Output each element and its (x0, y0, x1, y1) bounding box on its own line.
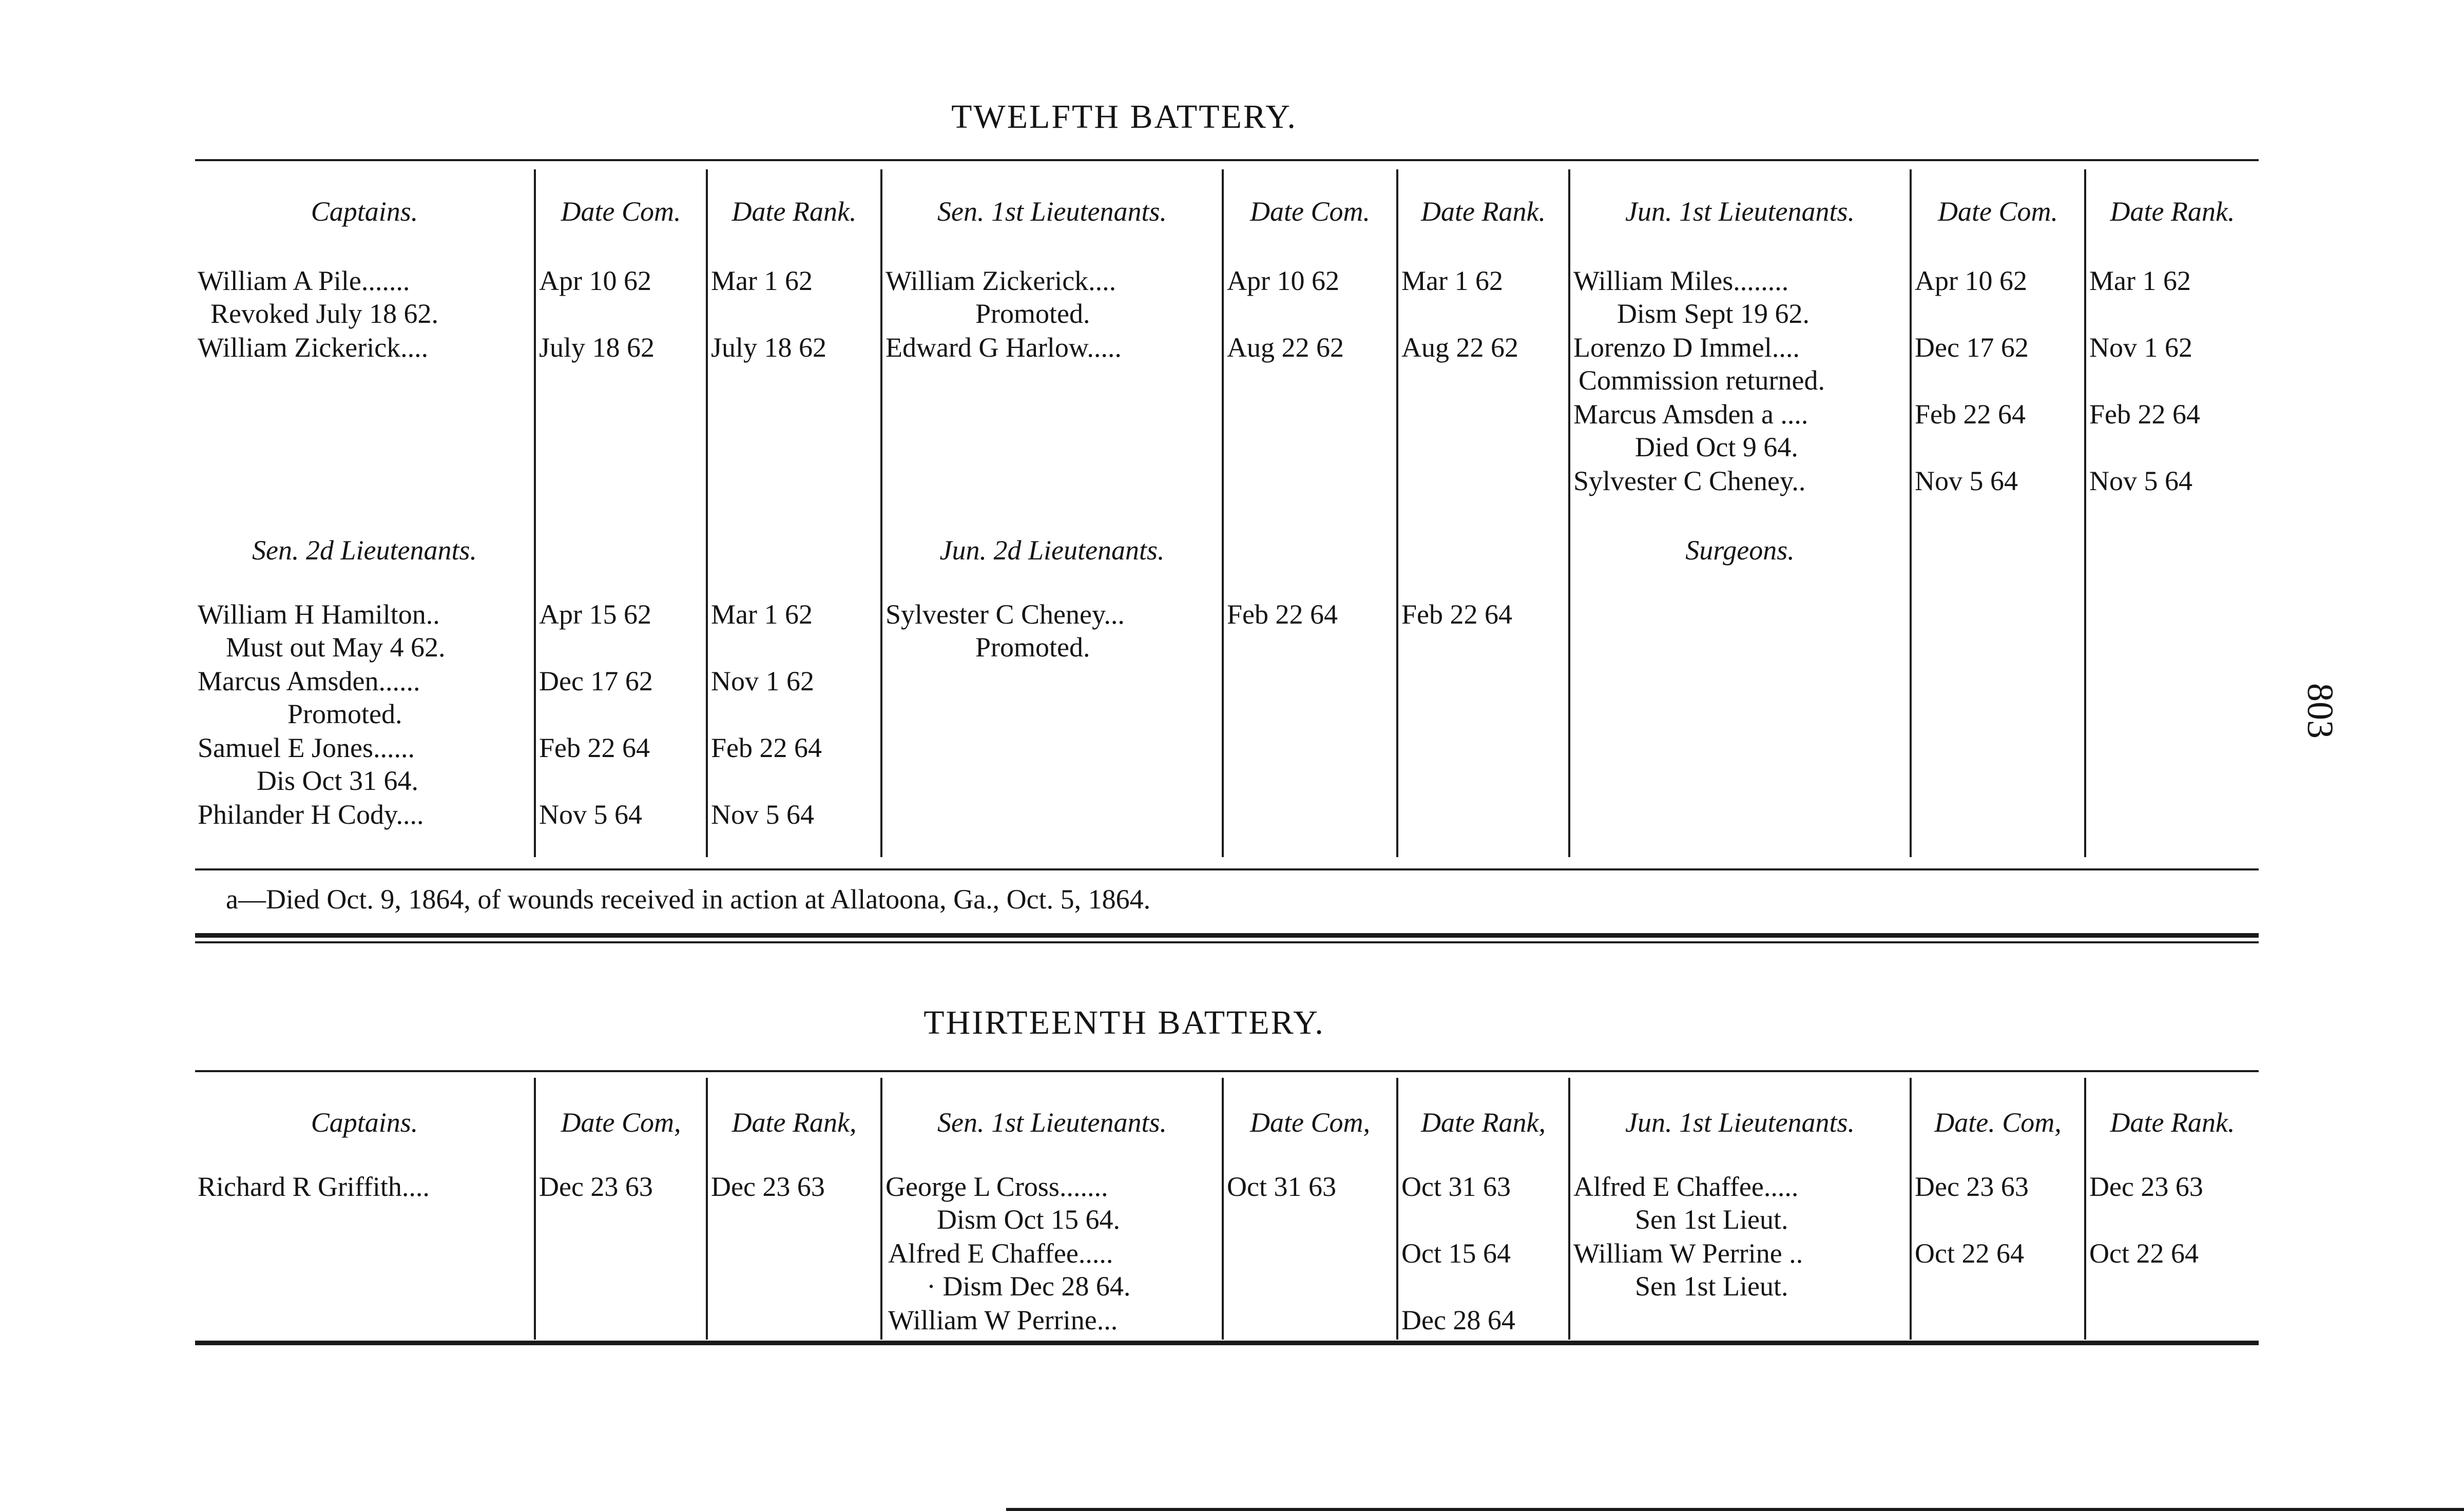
col-divider (880, 169, 882, 857)
col-divider (1396, 169, 1398, 857)
date-com: Dec 23 63 (1915, 1171, 2029, 1202)
header-date-com: Date Com, (1250, 1107, 1370, 1138)
sen-1st-lieutenant-note: · Dism Dec 28 64. (927, 1271, 1131, 1302)
header-date-com: Date Com. (561, 196, 681, 227)
col-divider (706, 169, 708, 857)
sen-1st-lieutenant-name: Alfred E Chaffee..... (888, 1238, 1113, 1269)
sen-2d-lieutenant-note: Dis Oct 31 64. (257, 765, 418, 796)
date-rank: July 18 62 (711, 332, 827, 363)
header-jun-1st-lieutenants: Jun. 1st Lieutenants. (1625, 196, 1855, 227)
date-com: Dec 17 62 (539, 666, 653, 696)
header-jun-1st-lieutenants: Jun. 1st Lieutenants. (1625, 1107, 1855, 1138)
sen-2d-lieutenant-name: William H Hamilton.. (198, 599, 440, 630)
twelfth-footnote-rule (195, 868, 2259, 870)
header-date-rank: Date Rank. (2110, 196, 2235, 227)
date-com: Oct 22 64 (1915, 1238, 2024, 1269)
captain-note: Revoked July 18 62. (210, 298, 438, 329)
jun-1st-lieutenant-note: Died Oct 9 64. (1635, 432, 1798, 462)
captain-name: William A Pile....... (198, 265, 410, 296)
header-date-com: Date Com. (1938, 196, 2058, 227)
jun-1st-lieutenant-note: Commission returned. (1578, 365, 1825, 396)
thirteenth-bottom-rule (195, 1341, 2259, 1345)
date-rank: Feb 22 64 (2089, 399, 2200, 430)
col-divider (534, 169, 536, 857)
header-jun-2d-lieutenants: Jun. 2d Lieutenants. (939, 535, 1165, 566)
header-captains: Captains. (311, 1107, 418, 1138)
sen-2d-lieutenant-note: Promoted. (287, 699, 402, 729)
date-com: July 18 62 (539, 332, 655, 363)
header-captains: Captains. (311, 196, 418, 227)
twelfth-top-rule (195, 159, 2259, 161)
date-rank: Nov 1 62 (711, 666, 814, 696)
date-com: Dec 17 62 (1915, 332, 2029, 363)
date-rank: Dec 23 63 (2089, 1171, 2203, 1202)
twelfth-battery-title: TWELFTH BATTERY. (951, 98, 1297, 135)
header-date-rank: Date Rank. (1421, 196, 1546, 227)
page-bottom-edge (1006, 1508, 2464, 1511)
jun-1st-lieutenant-name: William Miles........ (1573, 265, 1789, 296)
sen-2d-lieutenant-note: Must out May 4 62. (226, 632, 446, 663)
thirteenth-battery-title: THIRTEENTH BATTERY. (923, 1004, 1325, 1041)
header-date-rank: Date Rank. (2110, 1107, 2235, 1138)
date-com: Apr 10 62 (1915, 265, 2027, 296)
jun-1st-lieutenant-name: Sylvester C Cheney.. (1573, 466, 1806, 496)
jun-1st-lieutenant-name: Lorenzo D Immel.... (1573, 332, 1800, 363)
sen-1st-lieutenant-name: William W Perrine... (888, 1305, 1118, 1335)
jun-1st-lieutenant-note: Sen 1st Lieut. (1635, 1204, 1788, 1235)
date-rank: Aug 22 62 (1401, 332, 1518, 363)
date-com: Nov 5 64 (1915, 466, 2018, 496)
date-rank: Nov 5 64 (2089, 466, 2192, 496)
jun-1st-lieutenant-name: Marcus Amsden a .... (1573, 399, 1808, 430)
date-rank: Mar 1 62 (1401, 265, 1503, 296)
sen-1st-lieutenant-note: Dism Oct 15 64. (937, 1204, 1120, 1235)
date-rank: Dec 28 64 (1401, 1305, 1515, 1335)
sen-2d-lieutenant-name: Marcus Amsden...... (198, 666, 420, 696)
header-date-com: Date Com. (1250, 196, 1370, 227)
header-sen-1st-lieutenants: Sen. 1st Lieutenants. (937, 196, 1167, 227)
date-com: Aug 22 62 (1227, 332, 1344, 363)
date-rank: Mar 1 62 (2089, 265, 2191, 296)
header-date-rank: Date Rank, (732, 1107, 857, 1138)
jun-2d-lieutenant-note: Promoted. (975, 632, 1090, 663)
jun-1st-lieutenant-name: William W Perrine .. (1573, 1238, 1803, 1269)
twelfth-bottom-rule (195, 933, 2259, 938)
date-rank: Oct 15 64 (1401, 1238, 1511, 1269)
header-date-com: Date. Com, (1934, 1107, 2062, 1138)
date-rank: Nov 5 64 (711, 799, 814, 830)
date-com: Feb 22 64 (1915, 399, 2026, 430)
jun-1st-lieutenant-name: Alfred E Chaffee..... (1573, 1171, 1799, 1202)
sen-2d-lieutenant-name: Samuel E Jones...... (198, 732, 415, 763)
header-date-rank: Date Rank. (732, 196, 857, 227)
jun-2d-lieutenant-name: Sylvester C Cheney... (886, 599, 1125, 630)
date-com: Feb 22 64 (1227, 599, 1338, 630)
date-rank: Dec 23 63 (711, 1171, 825, 1202)
header-date-rank: Date Rank, (1421, 1107, 1546, 1138)
header-sen-1st-lieutenants: Sen. 1st Lieutenants. (937, 1107, 1167, 1138)
sen-1st-lieutenant-name: William Zickerick.... (886, 265, 1116, 296)
captain-name: William Zickerick.... (198, 332, 429, 363)
sen-1st-lieutenant-note: Promoted. (975, 298, 1090, 329)
date-com: Feb 22 64 (539, 732, 650, 763)
captain-name: Richard R Griffith.... (198, 1171, 430, 1202)
col-divider (1222, 169, 1224, 857)
thirteenth-top-rule (195, 1070, 2259, 1072)
date-rank: Oct 22 64 (2089, 1238, 2199, 1269)
date-rank: Feb 22 64 (1401, 599, 1512, 630)
date-rank: Mar 1 62 (711, 599, 813, 630)
date-com: Oct 31 63 (1227, 1171, 1336, 1202)
date-com: Apr 10 62 (539, 265, 651, 296)
date-rank: Nov 1 62 (2089, 332, 2192, 363)
header-surgeons: Surgeons. (1685, 535, 1795, 566)
date-rank: Oct 31 63 (1401, 1171, 1511, 1202)
date-com: Apr 10 62 (1227, 265, 1339, 296)
date-rank: Feb 22 64 (711, 732, 822, 763)
col-divider (2084, 169, 2086, 857)
header-sen-2d-lieutenants: Sen. 2d Lieutenants. (252, 535, 477, 566)
date-com: Nov 5 64 (539, 799, 642, 830)
col-divider (1910, 169, 1912, 857)
jun-1st-lieutenant-note: Dism Sept 19 62. (1617, 298, 1810, 329)
header-date-com: Date Com, (561, 1107, 681, 1138)
twelfth-bottom-rule-thin (195, 941, 2259, 943)
date-com: Apr 15 62 (539, 599, 651, 630)
date-rank: Mar 1 62 (711, 265, 813, 296)
sen-2d-lieutenant-name: Philander H Cody.... (198, 799, 424, 830)
sen-1st-lieutenant-name: Edward G Harlow..... (886, 332, 1122, 363)
col-divider (1568, 169, 1570, 857)
twelfth-footnote: a—Died Oct. 9, 1864, of wounds received in action at Allatoona, Ga., Oct. 5, 1864. (226, 884, 1151, 915)
jun-1st-lieutenant-note: Sen 1st Lieut. (1635, 1271, 1788, 1302)
date-com: Dec 23 63 (539, 1171, 653, 1202)
sen-1st-lieutenant-name: George L Cross....... (886, 1171, 1108, 1202)
page-number: 803 (2300, 683, 2341, 739)
